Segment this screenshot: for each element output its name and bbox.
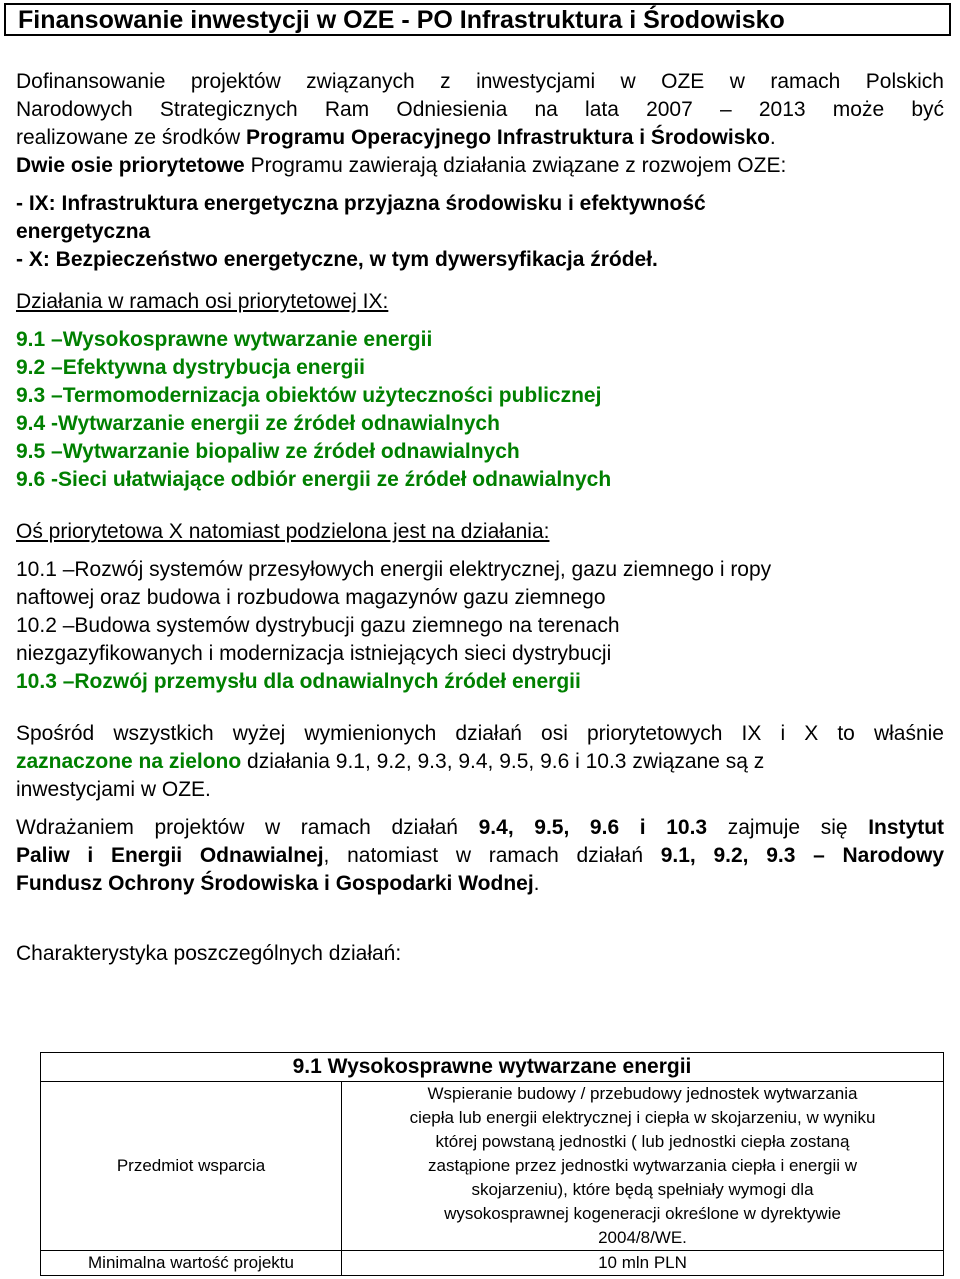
page-title: Finansowanie inwestycji w OZE - PO Infrastruktura i Środowisko	[18, 6, 785, 34]
impl-line-3	[16, 870, 944, 898]
impl-institution: Fundusz Ochrony Środowiska i Gospodarki Wodnej	[16, 872, 534, 895]
intro-period: .	[769, 126, 776, 149]
x-item-3: 10.3 –Rozwój przemysłu dla odnawialnych źródeł energii	[16, 670, 581, 693]
green-marked-text: zaznaczone na zielono	[16, 750, 242, 773]
summary-line-2	[16, 748, 944, 776]
axes-list	[16, 190, 944, 274]
support-line: wysokosprawnej kogeneracji określone w dyrektywie	[444, 1204, 841, 1223]
impl-line-2	[16, 842, 944, 870]
summary-line-2-rest: działania 9.1, 9.2, 9.3, 9.4, 9.5, 9.6 i 10.3 związane są z	[241, 750, 765, 773]
support-line: Wspieranie budowy / przebudowy jednostek wytwarzania	[427, 1084, 858, 1103]
program-name: Programu Operacyjnego Infrastruktura i Środowisko	[245, 126, 770, 149]
intro-paragraph	[16, 68, 944, 152]
table-header-row	[41, 1053, 944, 1082]
support-line: zastąpione przez jednostki wytwarzania ciepła i energii w	[428, 1156, 857, 1175]
impl-period: .	[533, 872, 540, 895]
ix-items	[16, 326, 944, 494]
axes-intro-bold: Dwie osie priorytetowe	[16, 154, 245, 177]
x-items	[16, 556, 944, 696]
chars-heading: Charakterystyka poszczególnych działań:	[16, 942, 402, 965]
characteristics-table	[40, 1052, 944, 1276]
table-row	[41, 1082, 944, 1251]
impl-text: zajmuje się	[707, 816, 869, 839]
impl-actions: 9.1, 9.2, 9.3 – Narodowy	[660, 844, 945, 867]
support-line: 2004/8/WE.	[598, 1228, 687, 1247]
impl-actions: 9.4, 9.5, 9.6 i 10.3	[478, 816, 708, 839]
table-label-cell: Minimalna wartość projektu	[41, 1251, 342, 1276]
x-item-2-line-1: 10.2 –Budowa systemów dystrybucji gazu ziemnego na terenach	[16, 614, 620, 637]
axes-intro-rest: Programu zawierają działania związane z rozwojem OZE:	[244, 154, 787, 177]
axis-ix-line-1: - IX: Infrastruktura energetyczna przyjazna środowisku i efektywność	[16, 192, 706, 215]
title-box	[4, 3, 951, 36]
intro-line-2: Narodowych Strategicznych Ram Odniesienia na lata 2007 – 2013 może być	[16, 98, 944, 121]
document-body	[16, 68, 944, 968]
x-item-1-line-2: naftowej oraz budowa i rozbudowa magazynów gazu ziemnego	[16, 586, 606, 609]
impl-text: Wdrażaniem projektów w ramach działań	[16, 816, 479, 839]
table-row	[41, 1251, 944, 1276]
ix-heading: Działania w ramach osi priorytetowej IX:	[16, 290, 389, 313]
intro-text: realizowane ze środków	[16, 126, 246, 149]
ix-item: 9.3 –Termomodernizacja obiektów użyteczności publicznej	[16, 384, 602, 407]
support-line: skojarzeniu), które będą spełniały wymogi dla	[471, 1180, 814, 1199]
table-header: 9.1 Wysokosprawne wytwarzane energii	[41, 1053, 944, 1082]
ix-item: 9.5 –Wytwarzanie biopaliw ze źródeł odnawialnych	[16, 440, 520, 463]
axes-intro	[16, 152, 944, 180]
axis-x: - X: Bezpieczeństwo energetyczne, w tym dywersyfikacja źródeł.	[16, 248, 658, 271]
table-value-cell: 10 mln PLN	[342, 1251, 944, 1276]
ix-item: 9.4 -Wytwarzanie energii ze źródeł odnawialnych	[16, 412, 500, 435]
ix-item: 9.2 –Efektywna dystrybucja energii	[16, 356, 365, 379]
x-item-2-line-2: niezgazyfikowanych i modernizacja istniejących sieci dystrybucji	[16, 642, 612, 665]
table-label-cell: Przedmiot wsparcia	[41, 1082, 342, 1251]
ix-item: 9.1 –Wysokosprawne wytwarzanie energii	[16, 328, 433, 351]
intro-line-1: Dofinansowanie projektów związanych z inwestycjami w OZE w ramach Polskich	[16, 70, 944, 93]
x-item-1-line-1: 10.1 –Rozwój systemów przesyłowych energii elektrycznej, gazu ziemnego i ropy	[16, 558, 772, 581]
axis-ix-line-2: energetyczna	[16, 220, 151, 243]
table-value-cell	[342, 1082, 944, 1251]
impl-line-1	[16, 814, 944, 842]
intro-line-3	[16, 124, 944, 152]
impl-text: , natomiast w ramach działań	[323, 844, 661, 867]
impl-institution: Instytut	[868, 816, 945, 839]
summary-paragraph	[16, 720, 944, 804]
ix-item: 9.6 -Sieci ułatwiające odbiór energii ze źródeł odnawialnych	[16, 468, 612, 491]
impl-institution: Paliw i Energii Odnawialnej	[16, 844, 324, 867]
support-line: ciepła lub energii elektrycznej i ciepła w skojarzeniu, w wyniku	[409, 1108, 876, 1127]
implementation-paragraph	[16, 814, 944, 898]
summary-line-1: Spośród wszystkich wyżej wymienionych działań osi priorytetowych IX i X to właśnie	[16, 722, 944, 745]
summary-line-3: inwestycjami w OZE.	[16, 778, 211, 801]
x-heading: Oś priorytetowa X natomiast podzielona jest na działania:	[16, 520, 550, 543]
support-line: której powstaną jednostki ( lub jednostki ciepła zostaną	[435, 1132, 850, 1151]
